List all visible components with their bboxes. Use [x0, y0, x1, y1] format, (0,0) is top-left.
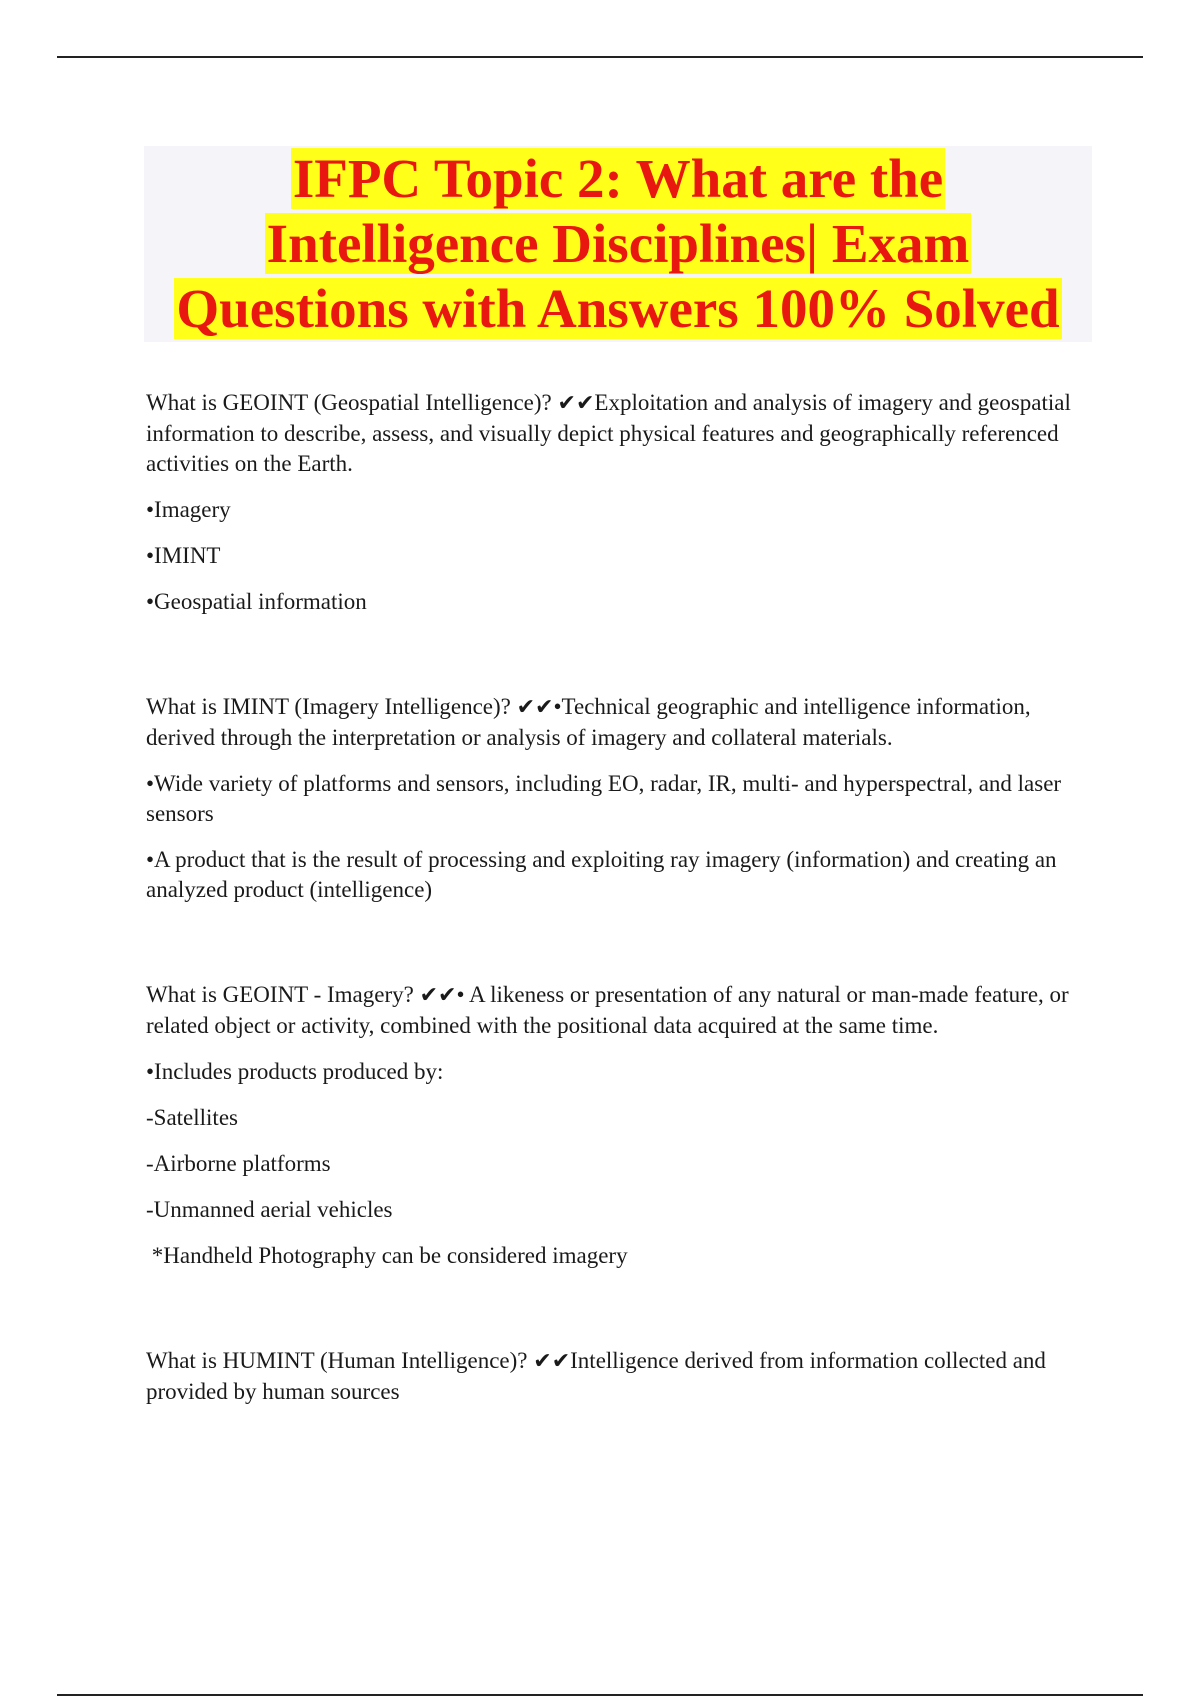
qa-question-answer	[146, 388, 1092, 479]
double-check-icon: ✔✔	[419, 983, 457, 1008]
qa-item-geoint	[146, 388, 1092, 617]
answer-text: Exploitation and analysis of imagery and geospatial information to describe, assess, and visually depict physical features and geographically referenced activities on the Earth.	[146, 390, 1071, 476]
qa-item-imint	[146, 692, 1092, 905]
list-item: •Wide variety of platforms and sensors, including EO, radar, IR, multi- and hyperspectral, and laser sensors	[146, 771, 1062, 826]
answer-text: Intelligence derived from information collected and provided by human sources	[146, 1348, 1046, 1404]
qa-item-geoint-imagery	[146, 980, 1092, 1271]
title-line-3: Questions with Answers 100% Solved	[176, 278, 1060, 339]
qa-list	[146, 388, 1092, 1407]
list-item-note: *Handheld Photography can be considered imagery	[146, 1243, 628, 1268]
answer-text: • A likeness or presentation of any natural or man-made feature, or related object or activity, combined with the positional data acquired at the same time.	[146, 982, 1069, 1038]
qa-question-answer	[146, 980, 1092, 1041]
list-item: •A product that is the result of processing and exploiting ray imagery (information) and creating an analyzed product (intelligence)	[146, 847, 1057, 902]
title-line-2: Intelligence Disciplines| Exam	[266, 213, 970, 274]
question-text: What is GEOINT (Geospatial Intelligence)?	[146, 390, 552, 415]
bottom-rule	[57, 1694, 1143, 1696]
double-check-icon: ✔✔	[557, 391, 595, 416]
list-item: -Unmanned aerial vehicles	[146, 1197, 393, 1222]
list-item: -Satellites	[146, 1105, 238, 1130]
qa-item-humint	[146, 1346, 1092, 1407]
list-item: -Airborne platforms	[146, 1151, 331, 1176]
list-item: •Includes products produced by:	[146, 1059, 444, 1084]
double-check-icon: ✔✔	[533, 1349, 571, 1374]
question-text: What is HUMINT (Human Intelligence)?	[146, 1348, 528, 1373]
title-line-1: IFPC Topic 2: What are the	[292, 148, 944, 209]
list-item: •IMINT	[146, 543, 221, 568]
title-banner	[144, 146, 1092, 342]
double-check-icon: ✔✔	[516, 695, 554, 720]
question-text: What is GEOINT - Imagery?	[146, 982, 414, 1007]
list-item: •Imagery	[146, 497, 231, 522]
answer-text: •Technical geographic and intelligence information, derived through the interpretation or analysis of imagery and collateral materials.	[146, 694, 1031, 750]
qa-question-answer	[146, 692, 1092, 753]
top-rule	[57, 56, 1143, 58]
qa-question-answer	[146, 1346, 1092, 1407]
document-title	[144, 146, 1092, 341]
question-text: What is IMINT (Imagery Intelligence)?	[146, 694, 511, 719]
list-item: •Geospatial information	[146, 589, 367, 614]
